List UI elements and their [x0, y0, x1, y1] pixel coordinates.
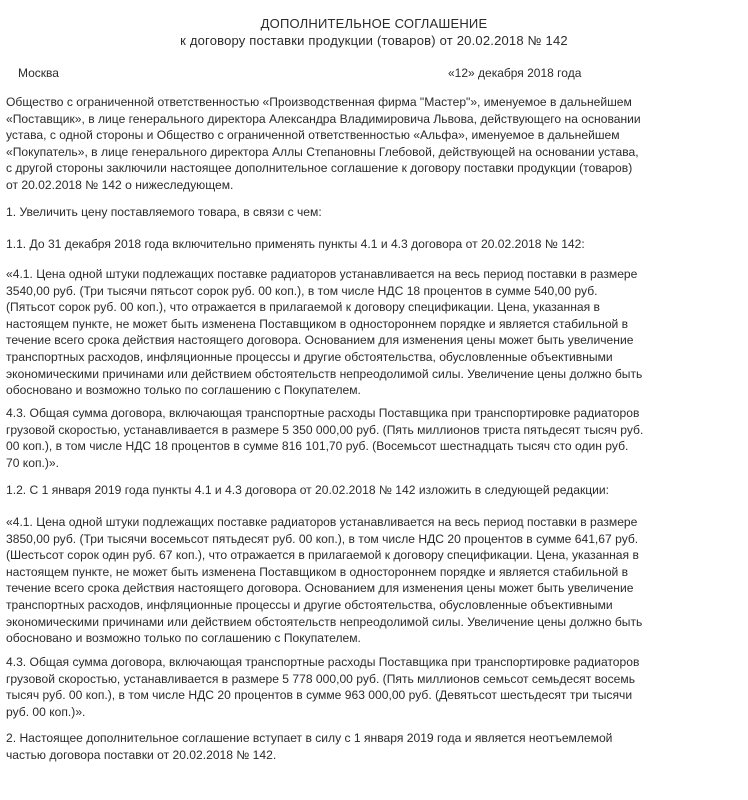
- document-subtitle: к договору поставки продукции (товаров) от 20.02.2018 № 142: [180, 33, 568, 48]
- clause-line: грузовой скоростью, устанавливается в размере 5 350 000,00 руб. (Пять миллионов триста пятьдесят тысяч руб.: [6, 422, 644, 437]
- item-2-line: частью договора поставки от 20.02.2018 № 142.: [6, 747, 277, 762]
- clause-line: грузовой скоростью, устанавливается в размере 5 778 000,00 руб. (Пять миллионов семьсот семьдесят восемь: [6, 671, 636, 686]
- intro-line: «Поставщик», в лице генерального директора Александра Владимировича Львова, действующего на основании: [6, 111, 641, 126]
- date: «12» декабря 2018 года: [448, 66, 582, 80]
- clause-4-3-old: [6, 405, 738, 471]
- clause-4-3-new: [6, 654, 738, 720]
- clause-line: «4.1. Цена одной штуки подлежащих поставке радиаторов устанавливается на весь период поставки в размере: [6, 515, 638, 529]
- clause-line: (Шестьсот сорок один руб. 67 коп.), что отражается в прилагаемой к договору спецификации. Цена, указанная в: [6, 548, 639, 563]
- clause-line: настоящем пункте, не может быть изменена Поставщиком в одностороннем порядке и является стабильной в: [6, 316, 629, 331]
- item-2-line: 2. Настоящее дополнительное соглашение вступает в силу с 1 января 2019 года и является неотъемлемой: [6, 731, 613, 745]
- clause-line: обосновано и возможно только по соглашению с Покупателем.: [6, 383, 361, 398]
- clause-line: 3850,00 руб. (Три тысячи восемьсот пятьдесят руб. 00 коп.), в том числе НДС 20 процентов в сумме 641,67 руб.: [6, 531, 639, 546]
- intro-line: от 20.02.2018 № 142 о нижеследующем.: [6, 177, 234, 192]
- intro-paragraph: [6, 94, 738, 194]
- clause-line: экономическими причинами или действием обстоятельств непреодолимой силы. Увеличение цены должно быть: [6, 614, 643, 629]
- clause-line: тысяч руб. 00 коп.), в том числе НДС 20 процентов в сумме 963 000,00 руб. (Девятьсот шестьдесят три тысячи: [6, 688, 633, 703]
- document-title: ДОПОЛНИТЕЛЬНОЕ СОГЛАШЕНИЕ: [260, 16, 488, 31]
- clause-line: 4.3. Общая сумма договора, включающая транспортные расходы Поставщика при транспортировке радиаторов: [6, 655, 640, 669]
- clause-line: руб. 00 коп.)».: [6, 704, 86, 719]
- clause-line: 70 коп.)».: [6, 455, 59, 470]
- clause-line: 3540,00 руб. (Три тысячи пятьсот сорок руб. 00 коп.), в том числе НДС 18 процентов в сумме 540,00 руб.: [6, 283, 598, 298]
- clause-line: транспортных расходов, инфляционные процессы и другие обстоятельства, обусловленные объективными: [6, 597, 613, 612]
- place: Москва: [18, 66, 59, 80]
- item-1-2: [6, 482, 738, 499]
- intro-line: с другой стороны заключили настоящее дополнительное соглашение к договору поставки продукции (товаров): [6, 161, 633, 176]
- item-2: [6, 730, 738, 763]
- clause-line: 4.3. Общая сумма договора, включающая транспортные расходы Поставщика при транспортировке радиаторов: [6, 406, 640, 420]
- clause-line: течение всего срока действия настоящего договора. Основанием для изменения цены может быть увеличение: [6, 333, 634, 348]
- item-1-1: [6, 236, 738, 253]
- clause-line: (Пятьсот сорок руб. 00 коп.), что отражается в прилагаемой к договору спецификации. Цена, указанная в: [6, 300, 600, 315]
- clause-line: «4.1. Цена одной штуки подлежащих поставке радиаторов устанавливается на весь период поставки в размере: [6, 267, 638, 281]
- item-1-1-line: 1.1. До 31 декабря 2018 года включительно применять пункты 4.1 и 4.3 договора от 20.02.2018 № 142:: [6, 237, 585, 251]
- clause-4-1-new: [6, 514, 738, 647]
- intro-line: Общество с ограниченной ответственностью «Производственная фирма "Мастер"», именуемое в дальнейшем: [6, 95, 632, 109]
- item-1-line: 1. Увеличить цену поставляемого товара, в связи с чем:: [6, 205, 322, 219]
- clause-line: течение всего срока действия настоящего договора. Основанием для изменения цены может быть увеличение: [6, 581, 634, 596]
- item-1-2-line: 1.2. С 1 января 2019 года пункты 4.1 и 4.3 договора от 20.02.2018 № 142 изложить в следующей редакции:: [6, 483, 610, 497]
- intro-line: устава, с одной стороны и Общество с ограниченной ответственностью «Альфа», именуемое в дальнейшем: [6, 128, 620, 143]
- item-1: [6, 204, 738, 221]
- intro-line: «Покупатель», в лице генерального директора Аллы Степановны Глебовой, действующей на основании устава,: [6, 144, 639, 159]
- clause-line: экономическими причинами или действием обстоятельств непреодолимой силы. Увеличение цены должно быть: [6, 366, 643, 381]
- clause-line: обосновано и возможно только по соглашению с Покупателем.: [6, 631, 361, 646]
- clause-4-1-old: [6, 266, 738, 399]
- clause-line: настоящем пункте, не может быть изменена Поставщиком в одностороннем порядке и является стабильной в: [6, 564, 629, 579]
- clause-line: транспортных расходов, инфляционные процессы и другие обстоятельства, обусловленные объективными: [6, 349, 613, 364]
- clause-line: 00 коп.), в том числе НДС 18 процентов в сумме 816 101,70 руб. (Восемьсот шестнадцать тысяч сто один руб.: [6, 439, 629, 454]
